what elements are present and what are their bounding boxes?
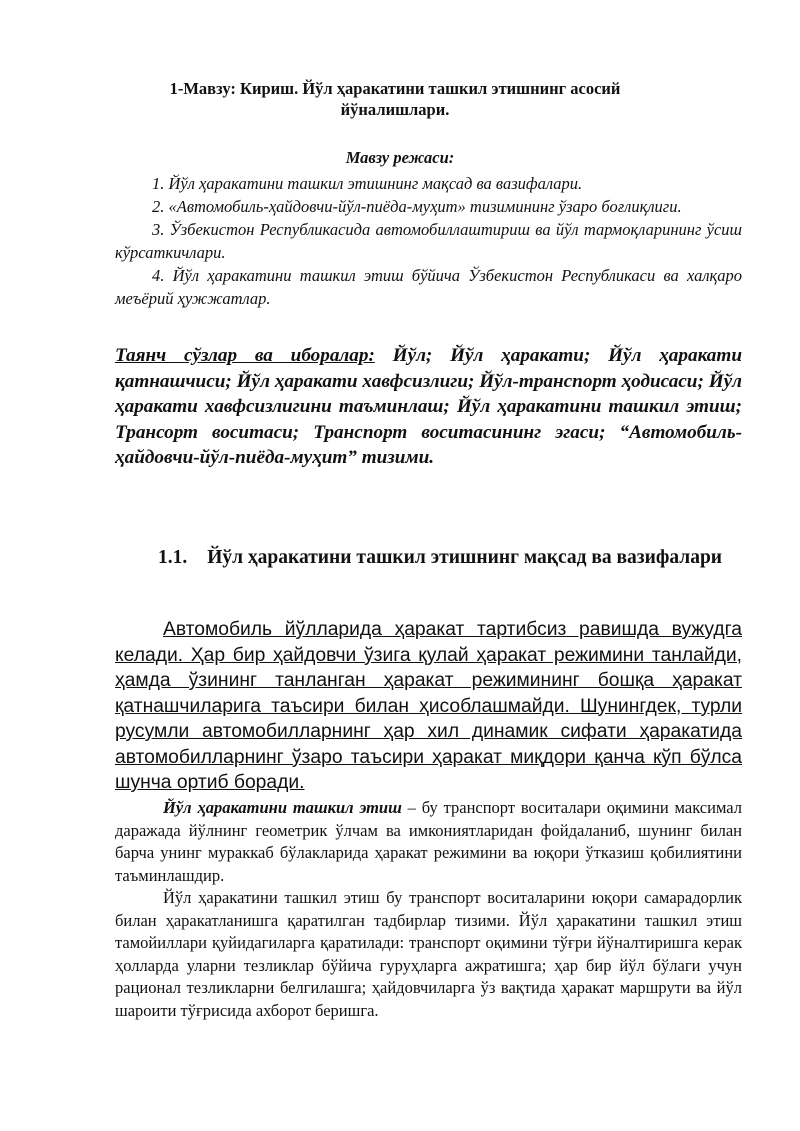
- section-number: 1.1.: [157, 547, 188, 568]
- defined-term: Йўл ҳаракатини ташкил этиш: [163, 798, 402, 817]
- body-paragraph: Йўл ҳаракатини ташкил этиш бу транспорт воситаларини юқори самарадорлик билан ҳаракатланишга қаратилган тадбирлар тизими. Йўл ҳаракатини ташкил этиш тамойиллари қуйидагиларга қаратилади: транспорт оқимини тўғри йўналтиришга керак ҳолларда уларни тезликлар бўйича гуруҳларга ажратишга; ҳар бир йўл бўлаги учун рационал тезликларни белгилашга; ҳайдовчиларга ўз вақтида ҳаракат маршрути ва йўл шароити тўғрисида ахборот беришга.: [115, 888, 742, 1020]
- keywords-text: Йўл; Йўл ҳаракати; Йўл ҳаракати қатнашчиси; Йўл ҳаракати хавфсизлиги; Йўл-транспорт ҳодисаси; Йўл ҳаракати хавфсизлигини таъминлаш; Йўл ҳаракатини ташкил этиш; Трансорт воситаси; Транспорт воситасининг эгаси; “Автомобиль-ҳайдовчи-йўл-пиёда-муҳит” тизими.: [115, 345, 742, 468]
- definition-text: – бу транспорт воситалари оқимини максимал даражада йўлнинг геометрик ўлчам ва имкониятларидан фойдаланиб, шунинг билан барча унинг мураккаб бўлакларида ҳаракат режимини ва юқори ўтказиш қобилиятини таъминлашдир.: [115, 798, 742, 885]
- plan-heading: Мавзу режаси:: [345, 148, 455, 167]
- plan-item: 1. Йўл ҳаракатини ташкил этишнинг мақсад ва вазифалари.: [152, 174, 583, 193]
- keywords-label: Таянч сўзлар ва иборалар:: [115, 345, 375, 366]
- section-title: Йўл ҳаракатини ташкил этишнинг мақсад ва вазифалари: [207, 547, 723, 568]
- body-text: [115, 797, 742, 1022]
- lead-paragraph: Автомобиль йўлларида ҳаракат тартибсиз равишда вужудга келади. Ҳар бир ҳайдовчи ўзига қулай ҳаракат режимини танлайди, ҳамда ўзининг танланган ҳаракат режимининг бошқа ҳаракат қатнашчиларига таъсири билан ҳисоблашмайди. Шунингдек, турли русумли автомобилларнинг ҳар хил динамик сифати ҳаракатида автомобилларнинг ўзаро таъсири ҳаракат миқдори қанча кўп бўлса шунча ортиб боради.: [115, 619, 742, 793]
- plan-item: 4. Йўл ҳаракатини ташкил этиш бўйича Ўзбекистон Республикаси ва халқаро меъёрий ҳужжатлар.: [115, 266, 742, 308]
- plan-item: 3. Ўзбекистон Республикасида автомобиллаштириш ва йўл тармоқларининг ўсиш кўрсаткичлари.: [115, 220, 742, 262]
- keywords-block: [115, 343, 742, 471]
- body-paragraph: [115, 797, 742, 887]
- plan-item: 2. «Автомобиль-ҳайдовчи-йўл-пиёда-муҳит» тизимининг ўзаро боғлиқлиги.: [152, 197, 682, 216]
- plan-list: [115, 172, 742, 310]
- document-title: 1-Мавзу: Кириш. Йўл ҳаракатини ташкил этишнинг асосий йўналишлари.: [169, 79, 621, 119]
- section-heading: [150, 545, 730, 571]
